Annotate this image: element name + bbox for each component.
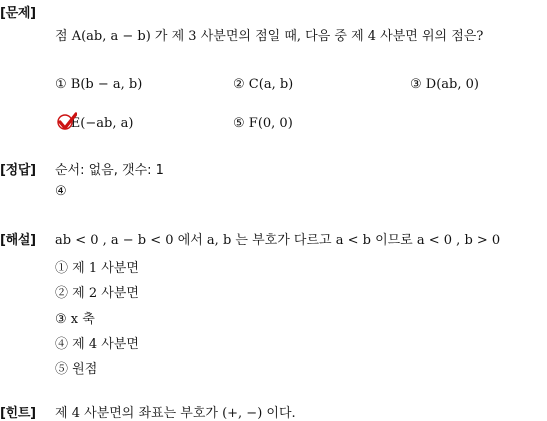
choice-5-label: F(0, 0) [248, 116, 293, 131]
explanation-item: ⑤ 원점 [55, 362, 98, 377]
hint-label: [힌트] [0, 406, 36, 421]
explanation-intro: ab < 0 , a − b < 0 에서 a, b 는 부호가 다르고 a < b 이므로 a < 0 , b > 0 [55, 233, 501, 248]
choice-4-label: E(−ab, a) [70, 116, 134, 131]
choice-2-label: C(a, b) [248, 77, 294, 92]
choice-1-label: B(b − a, b) [70, 77, 143, 92]
choice-1[interactable] [55, 77, 142, 92]
checkmark-icon [57, 112, 77, 132]
choice-5-number: ⑤ [233, 116, 245, 131]
choice-1-number: ① [55, 77, 67, 92]
hint-text: 제 4 사분면의 좌표는 부호가 (+, −) 이다. [55, 406, 296, 421]
choice-2-number: ② [233, 77, 245, 92]
problem-label: [문제] [0, 6, 36, 21]
choice-3-number: ③ [410, 77, 422, 92]
explanation-item: ① 제 1 사분면 [55, 261, 139, 276]
explanation-item: ② 제 2 사분면 [55, 286, 139, 301]
answer-meta: 순서: 없음, 갯수: 1 [55, 163, 164, 178]
choice-3[interactable] [410, 77, 479, 92]
explanation-item: ④ 제 4 사분면 [55, 337, 139, 352]
question-text: 점 A(ab, a − b) 가 제 3 사분면의 점일 때, 다음 중 제 4 사분면 위의 점은? [55, 29, 484, 44]
explanation-item: ③ x 축 [55, 312, 95, 327]
answer-value: ④ [55, 184, 67, 199]
choice-3-label: D(ab, 0) [425, 77, 479, 92]
choice-5[interactable] [233, 116, 293, 131]
answer-label: [정답] [0, 163, 36, 178]
explanation-label: [해설] [0, 233, 36, 248]
choice-2[interactable] [233, 77, 293, 92]
